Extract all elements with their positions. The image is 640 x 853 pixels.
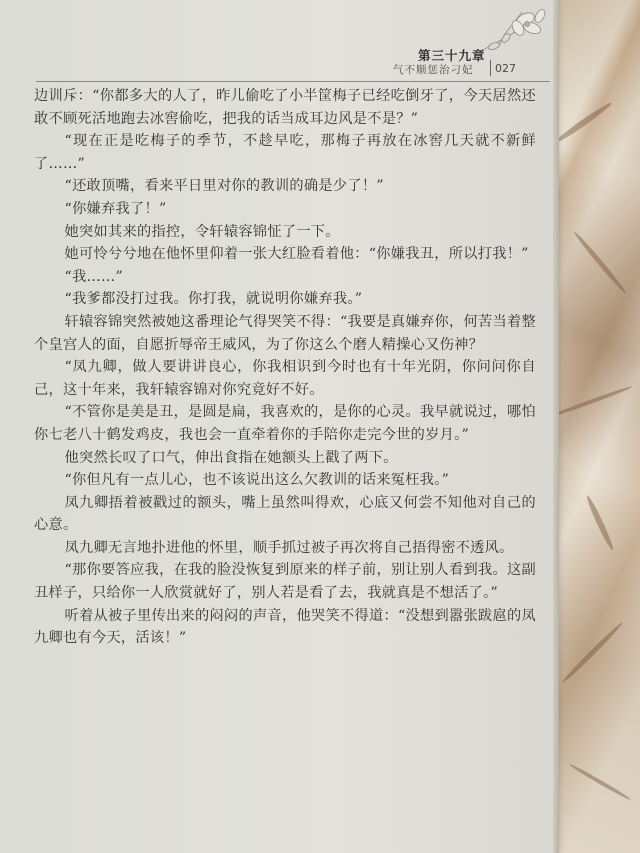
body-text — [34, 85, 536, 650]
paragraph: “我……” — [64, 268, 124, 285]
header-separator — [490, 60, 491, 76]
paragraph: 轩辕容锦突然被她这番理论气得哭笑不得：“我要是真嫌弃你，何苦当着整个皇宫人的面，自愿折辱帝王威风，为了你这么个磨人精操心又伤神？ — [34, 313, 536, 353]
paragraph: “你嫌弃我了！” — [64, 200, 167, 217]
paragraph: “你但凡有一点儿心，也不该说出这么欠教训的话来冤枉我。” — [64, 472, 450, 489]
paragraph: “现在正是吃梅子的季节，不趁早吃，那梅子再放在冰窖几天就不新鲜了……” — [34, 133, 536, 172]
page-number: 027 — [495, 62, 516, 75]
paragraph: 凤九卿捂着被戳过的额头，嘴上虽然叫得欢，心底又何尝不知他对自己的心意。 — [34, 494, 536, 534]
chapter-subtitle: 气不顺惩治刁妃 — [393, 64, 474, 76]
paragraph: “还敢顶嘴，看来平日里对你的教训的确是少了！” — [64, 178, 384, 195]
paragraph: “我爹都没打过我。你打我，就说明你嫌弃我。” — [64, 291, 363, 308]
header-rule — [36, 81, 550, 82]
chapter-title: 第三十九章 — [418, 48, 486, 63]
paragraph: 他突然长叹了口气，伸出食指在她额头上戳了两下。 — [64, 449, 398, 466]
paragraph: 凤九卿无言地扑进他的怀里，顺手抓过被子再次将自己捂得密不透风。 — [64, 539, 514, 556]
paragraph: “那你要答应我，在我的脸没恢复到原来的样子前，别让别人看到我。这副丑样子，只给你一人欣赏就好了，别人若是看了去，我就真是不想活了。” — [34, 562, 536, 602]
paragraph: 边训斥：“你都多大的人了，昨儿偷吃了小半筐梅子已经吃倒牙了，今天居然还敢不顾死活地跑去冰窖偷吃，把我的话当成耳边风是不是？” — [34, 88, 536, 127]
paragraph: 听着从被子里传出来的闷闷的声音，他哭笑不得道：“没想到嚣张跋扈的凤九卿也有今天，活该！” — [34, 607, 536, 647]
paragraph: 她可怜兮兮地在他怀里仰着一张大红脸看着他：“你嫌我丑，所以打我！” — [64, 246, 529, 263]
paragraph: “不管你是美是丑，是圆是扁，我喜欢的，是你的心灵。我早就说过，哪怕你七老八十鹤发鸡皮，我也会一直牵着你的手陪你走完今世的岁月。” — [34, 404, 536, 443]
paragraph: 她突如其来的指控，令轩辕容锦怔了一下。 — [64, 223, 340, 240]
paragraph: “凤九卿，做人要讲讲良心，你我相识到今时也有十年光阴，你问问你自己，这十年来，我轩辕容锦对你究竟好不好。 — [34, 359, 536, 398]
page-edge — [553, 0, 559, 853]
